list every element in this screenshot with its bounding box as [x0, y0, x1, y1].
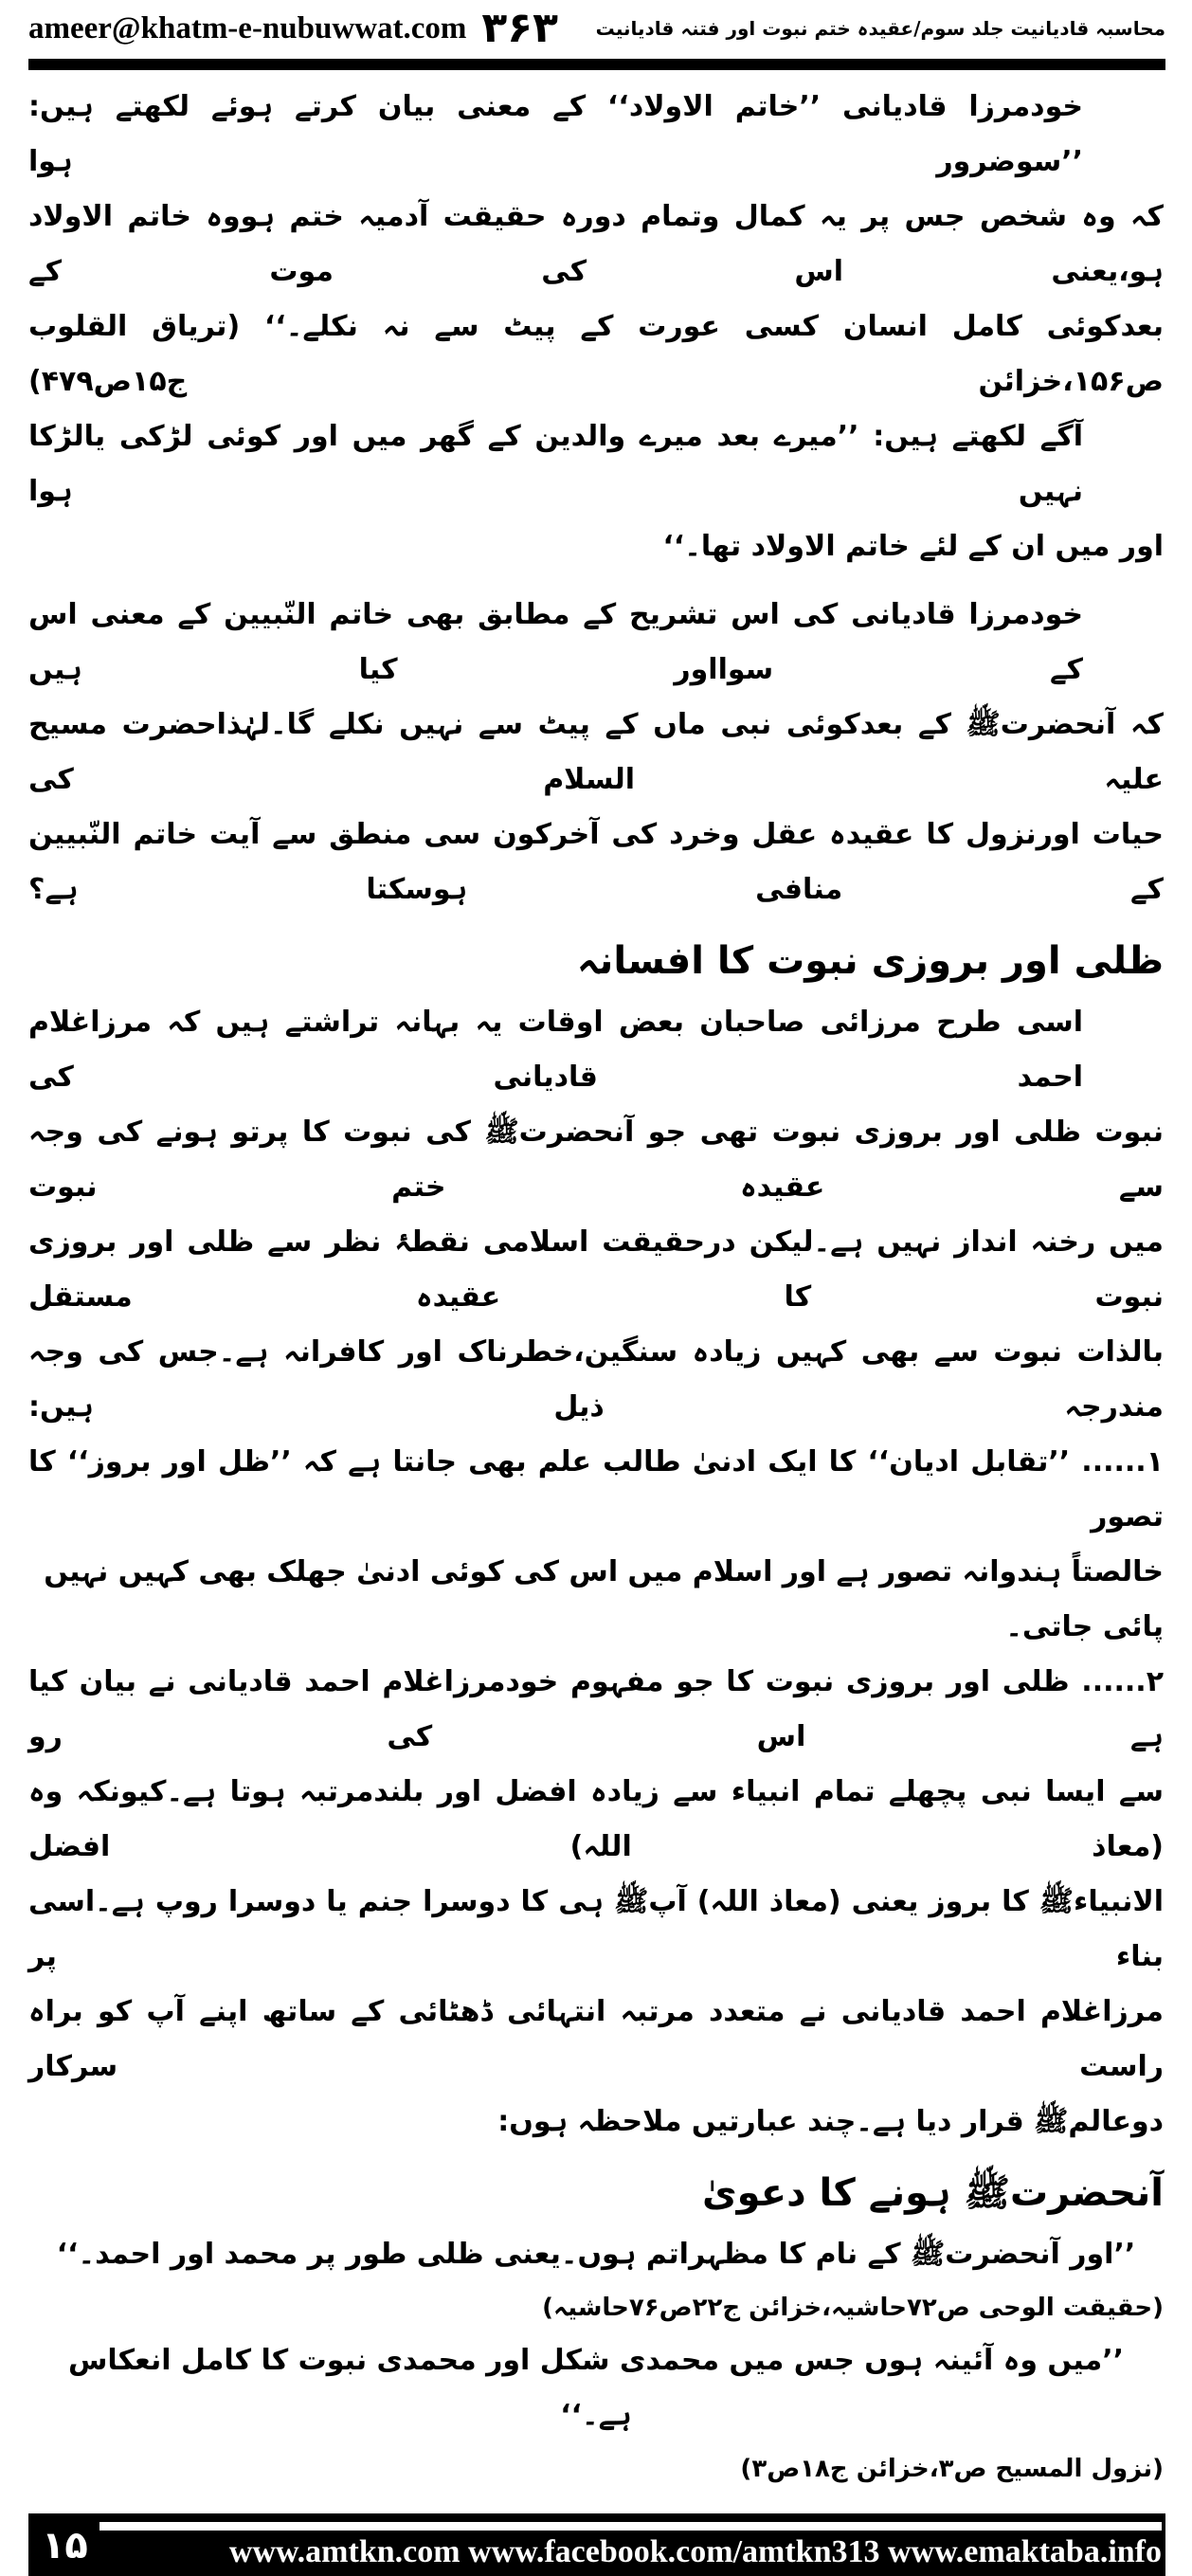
page-footer [28, 2513, 1165, 2576]
list-item: ۱...... ’’تقابل ادیان‘‘ کا ایک ادنیٰ طالب علم بھی جانتا ہے کہ ’’ظل اور بروز‘‘ کا تصور [28, 1445, 1164, 1533]
text-line: خالصتاً ہندوانہ تصور ہے اور اسلام میں اس کی کوئی ادنیٰ جھلک بھی کہیں نہیں پائی جاتی۔ [44, 1555, 1164, 1643]
text-line: خودمرزا قادیانی ’’خاتم الاولاد‘‘ کے معنی بیان کرتے ہوئے لکھتے ہیں: ’’سوضرور ہوا [28, 90, 1083, 178]
footer-links-area [99, 2522, 1162, 2572]
footer-page-number: ۱۵ [42, 2524, 88, 2567]
text-line: کہ وہ شخص جس پر یہ کمال وتمام دورہ حقیقت آدمیہ ختم ہووہ خاتم الاولاد ہو،یعنی اس کی موت کے [28, 200, 1164, 288]
text-line: مرزاغلام احمد قادیانی نے متعدد مرتبہ انتہائی ڈھٹائی کے ساتھ اپنے آپ کو براہ راست سرکار [28, 1995, 1164, 2083]
section-heading: ظلی اور بروزی نبوت کا افسانہ [576, 939, 1164, 983]
text-line: اور میں ان کے لئے خاتم الاولاد تھا۔‘‘ [662, 530, 1164, 563]
quote-line: ’’اور آنحضرتﷺ کے نام کا مظہراتم ہوں۔یعنی ظلی طور پر محمد اور احمد۔‘‘ [56, 2238, 1136, 2271]
header-divider [28, 59, 1165, 70]
text-line: دوعالمﷺ قرار دیا ہے۔چند عبارتیں ملاحظہ ہوں: [497, 2105, 1164, 2138]
text-line: سے ایسا نبی پچھلے تمام انبیاء سے زیادہ افضل اور بلندمرتبہ ہوتا ہے۔کیونکہ وہ (معاذ اللہ) افضل [28, 1775, 1164, 1863]
text-line: حیات اورنزول کا عقیدہ عقل وخرد کی آخرکون سی منطق سے آیت خاتم النّبیین کے منافی ہوسکتا ہے؟ [28, 818, 1164, 906]
section-heading: آنحضرتﷺ ہونے کا دعویٰ [702, 2171, 1164, 2215]
text-line: کہ آنحضرتﷺ کے بعدکوئی نبی ماں کے پیٹ سے نہیں نکلے گا۔لہٰذاحضرت مسیح علیہ السلام کی [28, 708, 1164, 796]
header-page-number: ۳۶۳ [481, 4, 558, 52]
header-book-title: محاسبہ قادیانیت جلد سوم/عقیدہ ختم نبوت اور فتنہ قادیانیت [595, 17, 1165, 40]
text-line: بالذات نبوت سے بھی کہیں زیادہ سنگین،خطرناک اور کافرانہ ہے۔جس کی وجہ مندرجہ ذیل ہیں: [28, 1335, 1164, 1424]
text-line: خودمرزا قادیانی کی اس تشریح کے مطابق بھی خاتم النّبیین کے معنی اس کے سوااور کیا ہیں [28, 598, 1083, 686]
text-line: میں رخنہ انداز نہیں ہے۔لیکن درحقیقت اسلامی نقطۂ نظر سے ظلی اور بروزی نبوت کا عقیدہ مستقل [28, 1225, 1164, 1314]
reference-line: (نزول المسیح ص۳،خزائن ج۱۸ص۳) [740, 2455, 1164, 2483]
text-line: نبوت ظلی اور بروزی نبوت تھی جو آنحضرتﷺ کی نبوت کا پرتو ہونے کی وجہ سے عقیدہ ختم نبوت [28, 1116, 1164, 1204]
footer-links: www.amtkn.com www.facebook.com/amtkn313 www.emaktaba.info [228, 2534, 1162, 2569]
header-email: ameer@khatm-e-nubuwwat.com [28, 10, 467, 45]
text-line: اسی طرح مرزائی صاحبان بعض اوقات یہ بہانہ تراشتے ہیں کہ مرزاغلام احمد قادیانی کی [28, 1006, 1083, 1094]
text-line: الانبیاءﷺ کا بروز یعنی (معاذ اللہ) آپﷺ ہی کا دوسرا جنم یا دوسرا روپ ہے۔اسی بناء پر [28, 1885, 1164, 1973]
page-body [28, 80, 1164, 2494]
reference-line: (حقیقت الوحی ص۷۲حاشیہ،خزائن ج۲۲ص۷۶حاشیہ) [542, 2294, 1164, 2322]
text-line: آگے لکھتے ہیں: ’’میرے بعد میرے والدین کے گھر میں اور کوئی لڑکی یالڑکا نہیں ہوا [28, 420, 1083, 508]
list-item: ۲...... ظلی اور بروزی نبوت کا جو مفہوم خودمرزاغلام احمد قادیانی نے بیان کیا ہے اس کی رو [28, 1665, 1164, 1753]
page-header [28, 0, 1165, 53]
quote-line: ’’میں وہ آئینہ ہوں جس میں محمدی شکل اور محمدی نبوت کا کامل انعکاس ہے۔‘‘ [67, 2344, 1125, 2432]
footer-divider [99, 2522, 1162, 2531]
text-line: بعدکوئی کامل انسان کسی عورت کے پیٹ سے نہ نکلے۔‘‘ (تریاق القلوب ص۱۵۶،خزائن ج۱۵ص۴۷۹) [28, 310, 1164, 398]
